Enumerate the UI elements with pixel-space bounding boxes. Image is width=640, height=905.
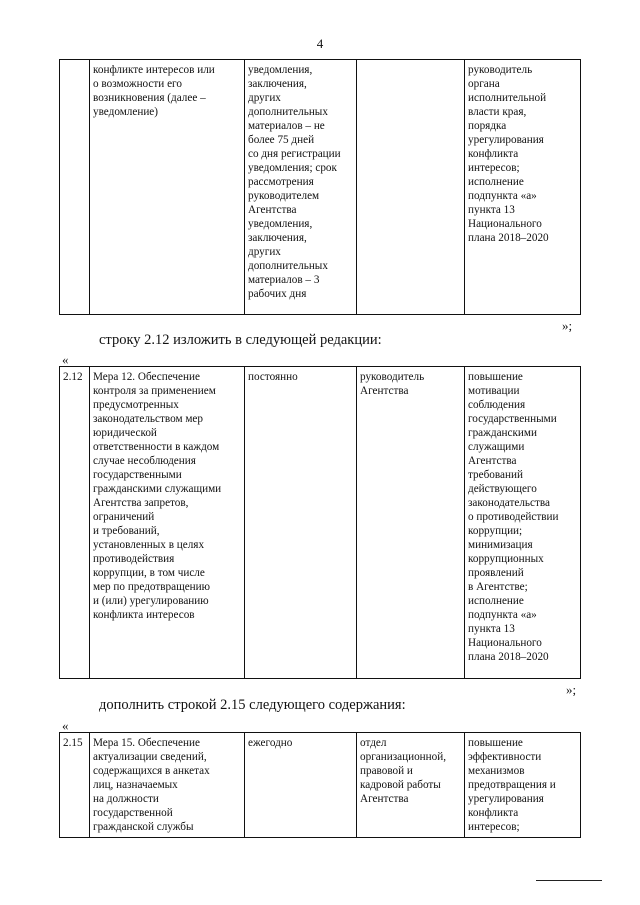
- row-number-cell: 2.15: [60, 733, 90, 838]
- instruction-paragraph-1: строку 2.12 изложить в следующей редакции:: [99, 332, 382, 348]
- measure-cell: Мера 15. Обеспечение актуализации сведений, содержащихся в анкетах лиц, назначаемых на должности государственной гражданской службы: [90, 733, 245, 838]
- result-cell: повышение эффективности механизмов предотвращения и урегулирования конфликта интересов;: [465, 733, 581, 838]
- opening-quote-2: «: [62, 718, 69, 733]
- measure-cell: конфликте интересов или о возможности его возникновения (далее – уведомление): [90, 60, 245, 315]
- table-row-2-15: [59, 732, 581, 838]
- responsible-cell: отдел организационной, правовой и кадровой работы Агентства: [357, 733, 465, 838]
- footer-rule: [536, 880, 602, 881]
- deadline-cell: ежегодно: [245, 733, 357, 838]
- table-row: [60, 367, 581, 679]
- deadline-cell: постоянно: [245, 367, 357, 679]
- responsible-cell: руководитель Агентства: [357, 367, 465, 679]
- page-number: 4: [316, 36, 324, 51]
- measure-cell: Мера 12. Обеспечение контроля за применением предусмотренных законодательством мер юридической ответственности в каждом случае несоблюдения государственными гражданскими служащими Агентства запретов, ограничений и требований, установленных в целях противодействия коррупции, в том числе мер по предотвращению и (или) урегулированию конфликта интересов: [90, 367, 245, 679]
- opening-quote-1: «: [62, 352, 69, 367]
- result-cell: руководитель органа исполнительной власти края, порядка урегулирования конфликта интересов; исполнение подпункта «а» пункта 13 Национального плана 2018–2020: [465, 60, 581, 315]
- responsible-cell: [357, 60, 465, 315]
- result-cell: повышение мотивации соблюдения государственными гражданскими служащими Агентства требований действующего законодательства о противодействии коррупции; минимизация коррупционных проявлений в Агентстве; исполнение подпункта «а» пункта 13 Национального плана 2018–2020: [465, 367, 581, 679]
- closing-quote-1: »;: [562, 318, 573, 333]
- table-continuation: [59, 59, 581, 315]
- closing-quote-2: »;: [566, 682, 577, 697]
- table-row-2-12: [59, 366, 581, 679]
- instruction-paragraph-2: дополнить строкой 2.15 следующего содержания:: [99, 697, 406, 713]
- deadline-cell: уведомления, заключения, других дополнительных материалов – не более 75 дней со дня регистрации уведомления; срок рассмотрения руководителем Агентства уведомления, заключения, других дополнительных материалов – 3 рабочих дня: [245, 60, 357, 315]
- table-row: [60, 733, 581, 838]
- row-number-cell: 2.12: [60, 367, 90, 679]
- row-number-cell: [60, 60, 90, 315]
- table-row: [60, 60, 581, 315]
